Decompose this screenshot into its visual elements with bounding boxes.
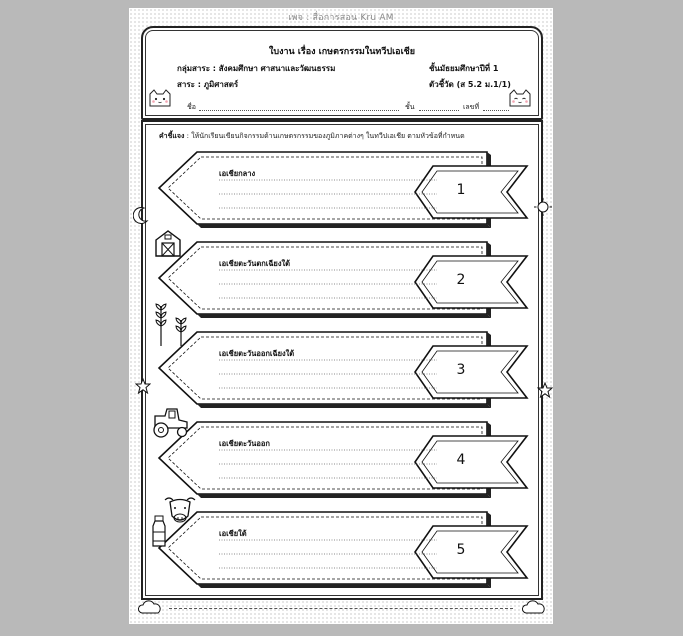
banner-number-5: 5 [456, 542, 466, 558]
star-icon [135, 378, 151, 394]
instruction-label: คำชี้แจง [159, 132, 185, 140]
worksheet-page [129, 8, 553, 624]
grade-level: ชั้นมัธยมศึกษาปีที่ 1 [429, 64, 499, 73]
answer-area-5[interactable] [219, 532, 437, 570]
cat-face-icon [147, 88, 173, 108]
region-label-5: เอเชียใต้ [219, 529, 247, 538]
class-field[interactable] [419, 110, 459, 111]
answer-area-3[interactable] [219, 352, 437, 390]
number-field[interactable] [483, 110, 509, 111]
wheat-icon [151, 300, 191, 348]
bottom-divider [169, 608, 513, 609]
answer-area-1[interactable] [219, 172, 437, 210]
star-icon [537, 382, 553, 398]
name-field[interactable] [199, 110, 399, 111]
worksheet-title: ใบงาน เรื่อง เกษตรกรรมในทวีปเอเชีย [268, 47, 416, 57]
cloud-icon [521, 598, 547, 616]
content-box [141, 120, 543, 600]
sun-icon [534, 198, 552, 216]
barn-icon [153, 228, 183, 258]
instruction-text: : ให้นักเรียนเขียนกิจกรรมด้านเกษตรกรรมของภูมิภาคต่างๆ ในทวีปเอเชีย ตามหัวข้อที่กำหนด [184, 132, 465, 140]
subject-strand: สาระ : ภูมิศาสตร์ [177, 80, 239, 89]
watermark: เพจ : สื่อการสอน Kru AM [288, 13, 394, 23]
region-label-3: เอเชียตะวันออกเฉียงใต้ [219, 349, 295, 358]
answer-area-2[interactable] [219, 262, 437, 300]
banner-number-4: 4 [456, 452, 466, 468]
answer-area-4[interactable] [219, 442, 437, 480]
milk-bottle-icon [149, 514, 169, 548]
number-label: เลขที่ [463, 103, 480, 111]
class-label: ชั้น [405, 103, 415, 111]
indicator: ตัวชี้วัด (ส 5.2 ม.1/1) [429, 80, 511, 89]
name-label: ชื่อ [187, 103, 196, 111]
cat-face-icon [507, 88, 533, 108]
moon-icon [133, 206, 149, 224]
region-label-4: เอเชียตะวันออก [219, 439, 270, 448]
banner-number-3: 3 [456, 362, 466, 378]
region-label-2: เอเชียตะวันตกเฉียงใต้ [219, 259, 291, 268]
header-box [141, 26, 543, 120]
cloud-icon [137, 598, 163, 616]
tractor-icon [149, 406, 191, 438]
region-label-1: เอเชียกลาง [219, 169, 256, 178]
banner-number-1: 1 [456, 182, 466, 198]
banner-number-2: 2 [456, 272, 466, 288]
subject-group: กลุ่มสาระ : สังคมศึกษา ศาสนาและวัฒนธรรม [177, 64, 336, 73]
